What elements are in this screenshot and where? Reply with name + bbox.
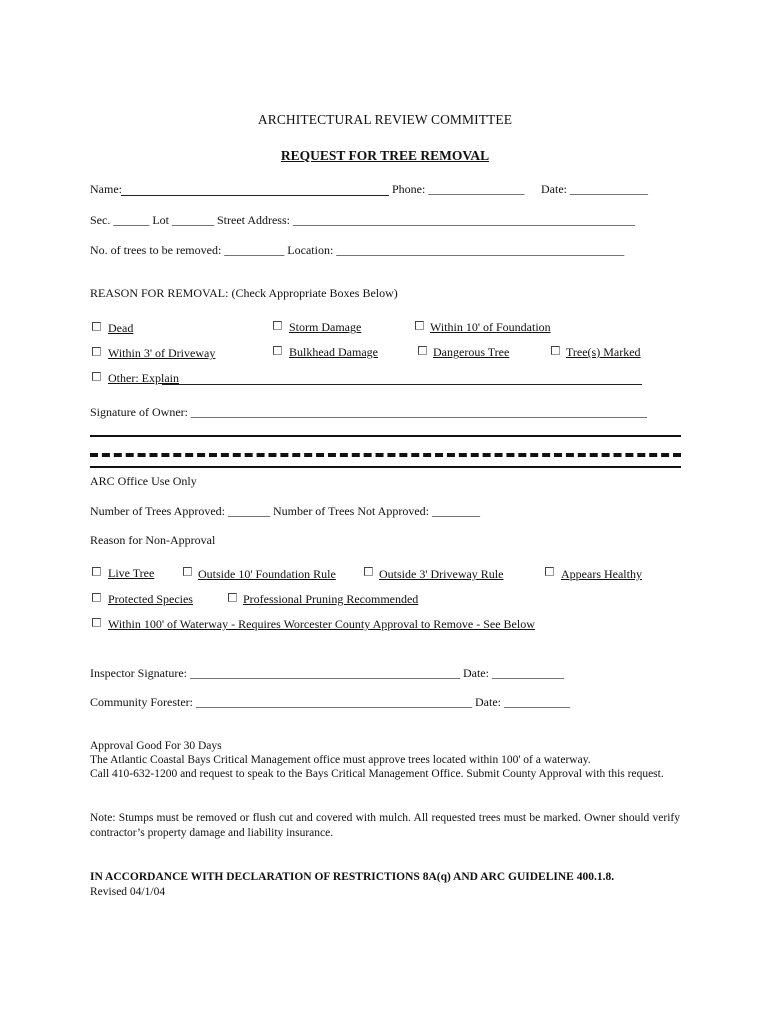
- dead-option-label: Dead: [108, 321, 134, 335]
- form-title: REQUEST FOR TREE REMOVAL: [280, 148, 490, 163]
- outside-10-foundation-option-label: Outside 10' Foundation Rule: [198, 567, 336, 581]
- live-tree-option-label: Live Tree: [108, 566, 155, 580]
- professional-pruning-checkbox[interactable]: [228, 593, 237, 602]
- storm-damage-option-label: Storm Damage: [289, 320, 362, 334]
- revised-date-text: Revised 04/1/04: [90, 886, 166, 898]
- professional-pruning-option-label: Professional Pruning Recommended: [243, 592, 419, 606]
- within-3-driveway-option-label: Within 3' of Driveway: [108, 346, 216, 360]
- committee-heading: ARCHITECTURAL REVIEW COMMITTEE: [257, 112, 513, 127]
- sec-lot-address-line[interactable]: Sec. ______ Lot _______ Street Address: _________________________________________________________: [90, 213, 635, 227]
- call-instructions-text: Call 410-632-1200 and request to speak to the Bays Critical Management Office. Submit County Approval with this request.: [90, 768, 664, 780]
- non-approval-heading: Reason for Non-Approval: [90, 533, 216, 547]
- outside-3-driveway-checkbox[interactable]: [364, 567, 373, 576]
- separator-dashed-rule: [90, 453, 681, 457]
- bulkhead-damage-checkbox[interactable]: [273, 346, 282, 355]
- within-100-waterway-option-label: Within 100' of Waterway - Requires Worcester County Approval to Remove - See Below: [108, 617, 535, 631]
- dangerous-tree-option-label: Dangerous Tree: [433, 345, 510, 359]
- trees-approved-line[interactable]: Number of Trees Approved: _______ Number of Trees Not Approved: ________: [90, 504, 480, 518]
- other-explain-option-label: Other: Explain: [108, 371, 179, 385]
- approval-good-text: Approval Good For 30 Days: [90, 740, 222, 752]
- appears-healthy-checkbox[interactable]: [545, 567, 554, 576]
- other-explain-field-line[interactable]: [162, 384, 642, 385]
- within-10-foundation-checkbox[interactable]: [415, 321, 424, 330]
- community-forester-line[interactable]: Community Forester: ______________________________________________ Date: ___________: [90, 695, 570, 709]
- dead-checkbox[interactable]: [92, 322, 101, 331]
- reason-heading: REASON FOR REMOVAL: (Check Appropriate Boxes Below): [90, 286, 398, 300]
- accordance-text: IN ACCORDANCE WITH DECLARATION OF RESTRICTIONS 8A(q) AND ARC GUIDELINE 400.1.8.: [90, 871, 615, 883]
- bulkhead-damage-option-label: Bulkhead Damage: [289, 345, 378, 359]
- separator-rule-bottom: [90, 466, 681, 468]
- trees-marked-option-label: Tree(s) Marked: [566, 345, 641, 359]
- outside-3-driveway-option-label: Outside 3' Driveway Rule: [379, 567, 504, 581]
- within-100-waterway-checkbox[interactable]: [92, 618, 101, 627]
- atlantic-coastal-text: The Atlantic Coastal Bays Critical Management office must approve trees located within 100' of a waterway.: [90, 754, 591, 766]
- storm-damage-checkbox[interactable]: [273, 321, 282, 330]
- live-tree-checkbox[interactable]: [92, 567, 101, 576]
- office-use-heading: ARC Office Use Only: [90, 474, 197, 488]
- inspector-signature-line[interactable]: Inspector Signature: _____________________________________________ Date: ____________: [90, 666, 564, 680]
- protected-species-option-label: Protected Species: [108, 592, 193, 606]
- name-label: Name:: [90, 182, 122, 196]
- other-explain-checkbox[interactable]: [92, 372, 101, 381]
- trees-marked-checkbox[interactable]: [551, 346, 560, 355]
- name-field-line[interactable]: [121, 195, 389, 196]
- appears-healthy-option-label: Appears Healthy: [561, 567, 642, 581]
- dangerous-tree-checkbox[interactable]: [418, 346, 427, 355]
- trees-location-line[interactable]: No. of trees to be removed: __________ Location: ________________________________________________: [90, 243, 625, 257]
- within-3-driveway-checkbox[interactable]: [92, 347, 101, 356]
- protected-species-checkbox[interactable]: [92, 593, 101, 602]
- date-field[interactable]: Date: _____________: [541, 182, 648, 196]
- stumps-note-text: Note: Stumps must be removed or flush cut and covered with mulch. All requested trees must be marked. Owner should verify contractor’s property damage and liability insurance.: [90, 812, 680, 839]
- separator-rule-top: [90, 435, 681, 437]
- within-10-foundation-option-label: Within 10' of Foundation: [430, 320, 551, 334]
- outside-10-foundation-checkbox[interactable]: [183, 567, 192, 576]
- phone-field[interactable]: Phone: ________________: [392, 182, 525, 196]
- owner-signature-line[interactable]: Signature of Owner: ____________________________________________________________________________: [90, 405, 647, 419]
